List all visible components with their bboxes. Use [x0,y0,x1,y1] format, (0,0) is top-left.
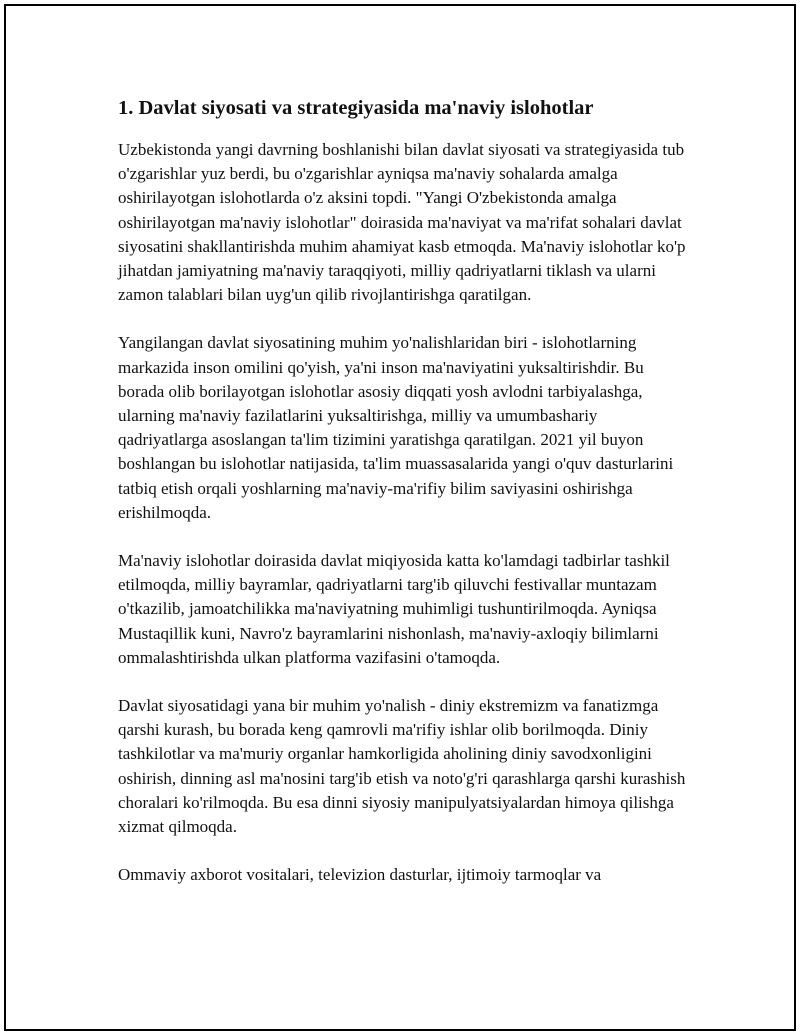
paragraph-4: Davlat siyosatidagi yana bir muhim yo'nalish - diniy ekstremizm va fanatizmga qarshi kurash, bu borada keng qamrovli ma'rifiy ishlar olib borilmoqda. Diniy tashkilotlar va ma'muriy organlar hamkorligida aholining diniy savodxonligini oshirish, dinning asl ma'nosini targ'ib etish va noto'g'ri qarashlarga qarshi kurashish choralari ko'rilmoqda. Bu esa dinni siyosiy manipulyatsiyalardan himoya qilishga xizmat qilmoqda. [118,696,686,837]
paragraph-2: Yangilangan davlat siyosatining muhim yo'nalishlaridan biri - islohotlarning markazida inson omilini qo'yish, ya'ni inson ma'naviyatini yuksaltirishdir. Bu borada olib borilayotgan islohotlar asosiy diqqati yosh avlodni tarbiyalashga, ularning ma'naviy fazilatlarini yuksaltirishga, milliy va umumbashariy qadriyatlarga asoslangan ta'lim tizimini yaratishga qaratilgan. 2021 yil buyon boshlangan bu islohotlar natijasida, ta'lim muassasalarida yangi o'quv dasturlarini tatbiq etish orqali yoshlarning ma'naviy-ma'rifiy bilim saviyasini oshirishga erishilmoqda. [118,333,674,522]
paragraph-5: Ommaviy axborot vositalari, televizion dasturlar, ijtimoiy tarmoqlar va [118,865,602,885]
paragraph-3: Ma'naviy islohotlar doirasida davlat miqiyosida katta ko'lamdagi tadbirlar tashkil etilmoqda, milliy bayramlar, qadriyatlarni targ'ib qiluvchi festivallar muntazam o'tkazilib, jamoatchilikka ma'naviyatning muhimligi tushuntirilmoqda. Ayniqsa Mustaqillik kuni, Navro'z bayramlarini nishonlash, ma'naviy-axloqiy bilimlarni ommalashtirishda ulkan platforma vazifasini o'tamoqda. [118,551,670,667]
document-body [118,94,686,911]
section-heading: 1. Davlat siyosati va strategiyasida ma'naviy islohotlar [118,97,594,119]
paragraph-1: Uzbekistonda yangi davrning boshlanishi bilan davlat siyosati va strategiyasida tub o'zgarishlar yuz berdi, bu o'zgarishlar ayniqsa ma'naviy sohalarda amalga oshirilayotgan islohotlarda o'z aksini topdi. "Yangi O'zbekistonda amalga oshirilayotgan ma'naviy islohotlar" doirasida ma'naviyat va ma'rifat sohalari davlat siyosatini shakllantirishda muhim ahamiyat kasb etmoqda. Ma'naviy islohotlar ko'p jihatdan jamiyatning ma'naviy taraqqiyoti, milliy qadriyatlarni tiklash va ularni zamon talablari bilan uyg'un qilib rivojlantirishga qaratilgan. [118,140,686,305]
